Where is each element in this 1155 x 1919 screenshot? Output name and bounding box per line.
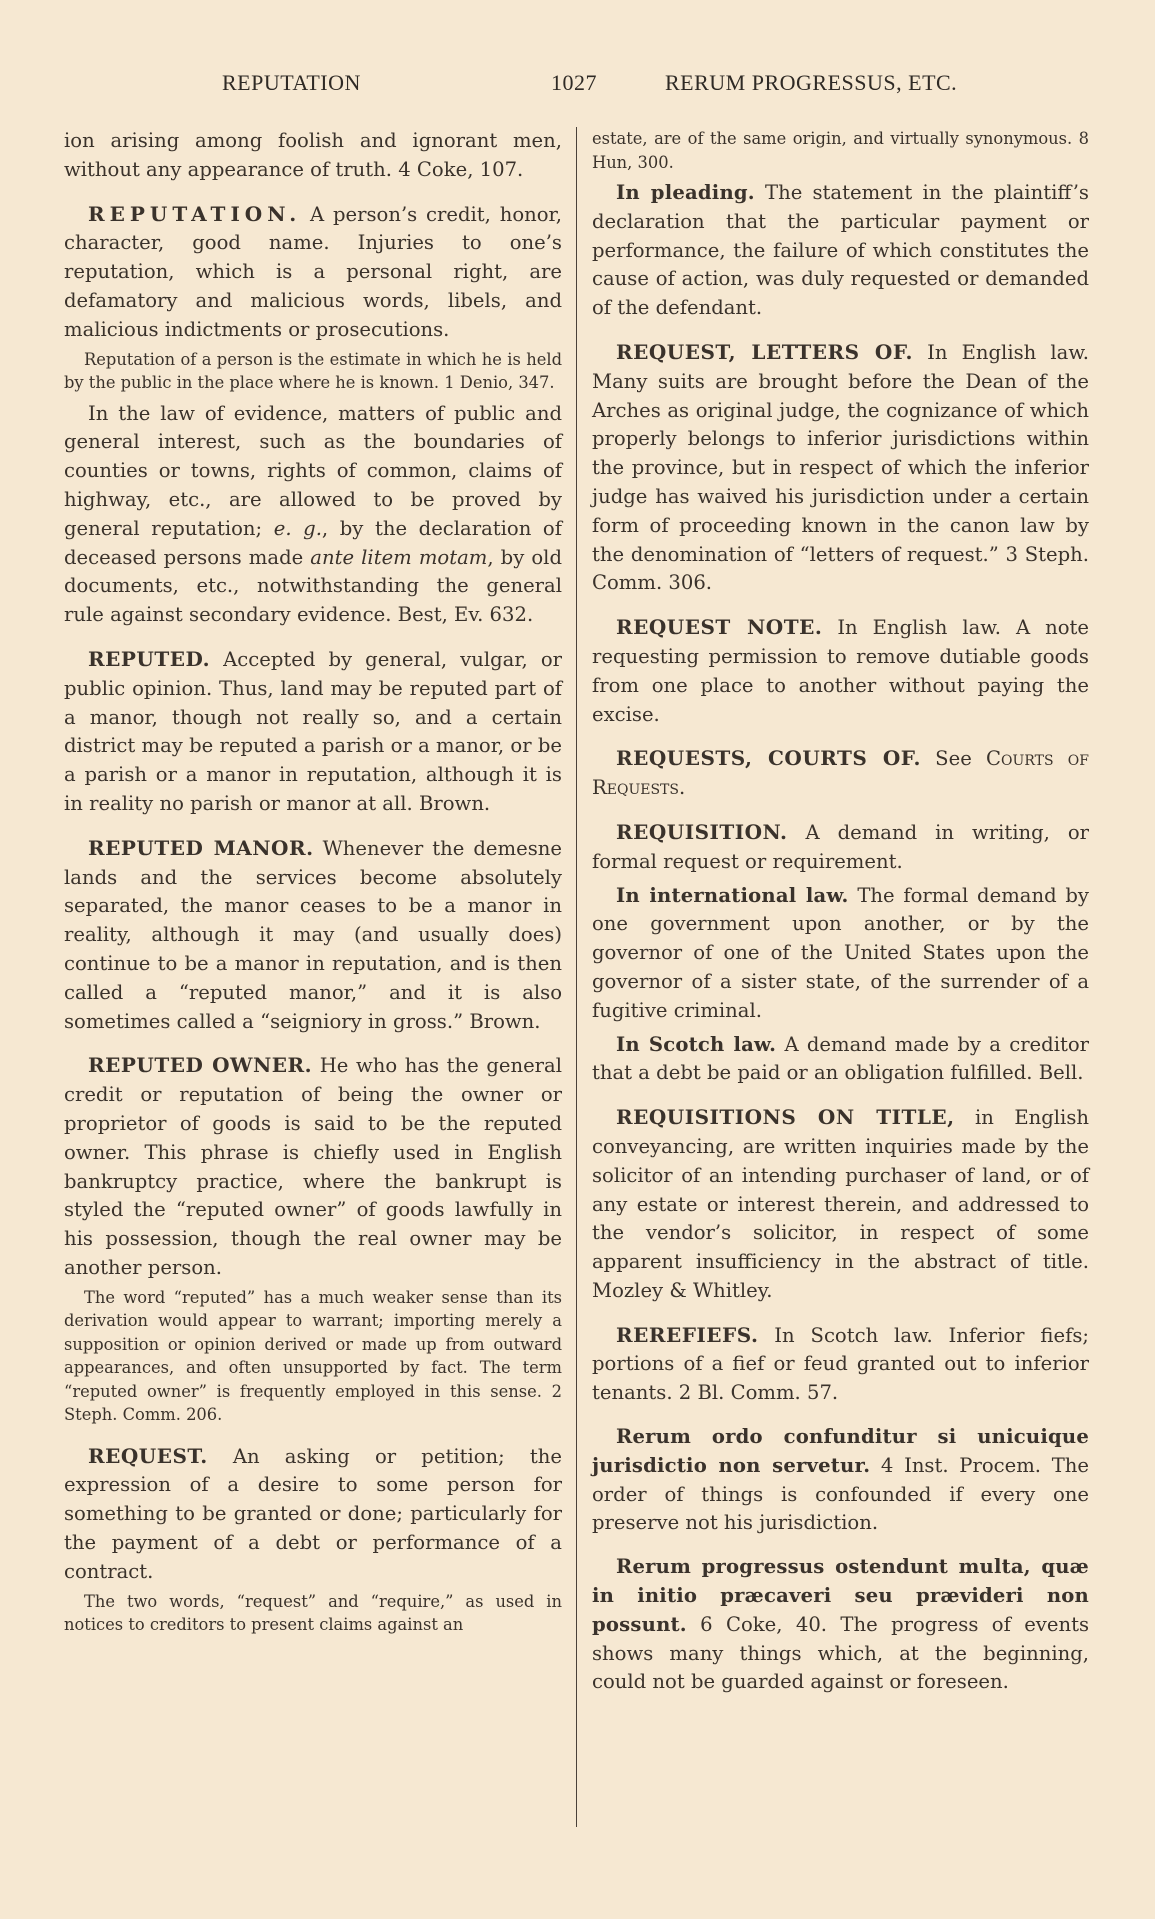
column-divider bbox=[576, 127, 577, 1827]
entry-subsection-pleading bbox=[592, 179, 1089, 323]
continuation-note: estate, are of the same origin, and virtually synonymous. 8 Hun, 300. bbox=[592, 129, 1089, 172]
entry-rerefiefs bbox=[592, 1321, 1089, 1408]
right-column bbox=[592, 127, 1089, 1697]
entry-request bbox=[64, 1442, 562, 1637]
entry-term: REQUEST. bbox=[88, 1443, 208, 1468]
entry-definition: An asking or petition; the expression of a desire to some person for something to be granted or done; particularly for the payment of a debt or performance of a contract. bbox=[64, 1444, 562, 1583]
entry-requests-courts-of bbox=[592, 744, 1089, 803]
entry-note: The two words, “request” and “require,” as used in notices to creditors to present claims against an bbox=[64, 1591, 562, 1635]
entry-reputed-owner bbox=[64, 1051, 562, 1426]
entry-request-note bbox=[592, 613, 1089, 729]
subsection-label: In Scotch law. bbox=[616, 1032, 777, 1056]
entry-definition: In Scotch law. Inferior fiefs; portions of a fief or feud granted out to inferior tenants. 2 Bl. Comm. 57. bbox=[592, 1323, 1089, 1405]
entry-definition: Whenever the demesne lands and the services become absolutely separated, the manor ceases to be a manor in reality, although it may (and usually does) continue to be a manor in reputation, and is then called a “reputed manor,” and it is also sometimes called a “seigniory in gross.” Brown. bbox=[64, 836, 562, 1033]
entry-term: REPUTATION. bbox=[88, 201, 302, 226]
entry-term: REQUEST, LETTERS OF. bbox=[616, 339, 913, 364]
text-run: , by the declaration of deceased persons made bbox=[64, 516, 562, 569]
header-right-guideword: RERUM PROGRESSUS, ETC. bbox=[665, 70, 958, 95]
subsection-text: The statement in the plaintiff’s declaration that the particular payment or performance, the failure of which constitutes the cause of action, was duly requested or demanded of the defendant. bbox=[592, 181, 1089, 320]
entry-definition: A person’s credit, honor, character, good name. Injuries to one’s reputation, which is a personal right, are defamatory and malicious words, libels, and malicious indictments or prosecutions. bbox=[64, 202, 562, 341]
entry-subsection bbox=[592, 882, 1089, 1026]
entry-term: REQUESTS, COURTS OF. bbox=[616, 746, 921, 771]
entry-subsection bbox=[64, 400, 562, 630]
entry-definition: Accepted by general, vulgar, or public opinion. Thus, land may be reputed part of a manor, though not really so, and a certain district may be reputed a parish or a manor, or be a parish or a manor in reputation, although it is in reality no parish or manor at all. Brown. bbox=[64, 647, 562, 815]
entry-note: Reputation of a person is the estimate in which he is held by the public in the place where he is known. 1 Denio, 347. bbox=[64, 349, 562, 393]
entry-requisition bbox=[592, 818, 1089, 1088]
subsection-text: The formal demand by one government upon another, or by the governor of one of the United States upon the governor of a sister state, of the surrender of a fugitive criminal. bbox=[592, 883, 1089, 1022]
running-header bbox=[0, 70, 1155, 100]
continuation-text: ion arising among foolish and ignorant men, without any appearance of truth. 4 Coke, 107. bbox=[64, 129, 562, 181]
text-run: See bbox=[920, 747, 987, 771]
entry-definition: He who has the general credit or reputation of being the owner or proprietor of goods is said to be the reputed owner. This phrase is chiefly used in English bankruptcy practice, where the bankrupt is styled the “reputed owner” of goods lawfully in his possession, though the real owner may be another person. bbox=[64, 1054, 562, 1279]
entry-definition: A demand in writing, or formal request or requirement. bbox=[592, 820, 1089, 873]
subsection-label: In pleading. bbox=[616, 181, 755, 204]
subsection-text: A demand made by a creditor that a debt be paid or an obligation fulfilled. Bell. bbox=[592, 1032, 1090, 1085]
latin-phrase: ante litem motam bbox=[310, 545, 488, 569]
cross-reference: Courts of Requests bbox=[592, 747, 1089, 800]
italic-abbrev: e. g. bbox=[273, 516, 322, 540]
text-run: , by old documents, etc., notwithstanding the general rule against secondary evidence. Best, Ev. 632. bbox=[64, 545, 562, 627]
entry-term: REQUEST NOTE. bbox=[616, 615, 823, 640]
entry-requisitions-on-title bbox=[592, 1103, 1089, 1306]
subsection-label: In international law. bbox=[616, 883, 849, 907]
entry-definition: In English law. Many suits are brought before the Dean of the Arches as original judge, the cognizance of which properly belongs to inferior jurisdictions within the province, but in respect of which the inferior judge has waived his jurisdiction under a certain form of proceeding known in the canon law by the denomination of “letters of request.” 3 Steph. Comm. 306. bbox=[592, 340, 1089, 595]
entry-term: REPUTED OWNER. bbox=[88, 1053, 313, 1078]
entry-reputed-manor bbox=[64, 834, 562, 1037]
page-number: 1027 bbox=[551, 70, 597, 95]
maxim-translation: 4 Inst. Procem. The order of things is confounded if every one preserve not his jurisdiction. bbox=[592, 1453, 1089, 1535]
entry-term: REREFIEFS. bbox=[616, 1322, 759, 1347]
entry-request-letters-of bbox=[592, 338, 1089, 598]
latin-maxim: Rerum ordo confunditur si unicuique jurisdictio non servetur. bbox=[592, 1425, 1089, 1477]
entry-subsection bbox=[592, 1031, 1089, 1089]
text-run: In the law of evidence, matters of public and general interest, such as the boundaries of counties or towns, rights of common, claims of highway, etc., are allowed to be proved by general reputation; bbox=[64, 401, 562, 540]
entry-term: REPUTED. bbox=[88, 646, 211, 671]
entry-note: The word “reputed” has a much weaker sense than its derivation would appear to warrant; importing merely a supposition or opinion derived or made up from outward appearances, and often unsupported by fact. The term “reputed owner” is frequently employed in this sense. 2 Steph. Comm. 206. bbox=[64, 1287, 562, 1425]
entry-reputation bbox=[64, 200, 562, 630]
entry-maxim-rerum-progressus bbox=[592, 1553, 1089, 1697]
entry-reputed bbox=[64, 645, 562, 819]
entry-maxim-rerum-ordo bbox=[592, 1423, 1089, 1538]
maxim-translation: 6 Coke, 40. The progress of events shows many things which, at the beginning, could not be guarded against or foreseen. bbox=[592, 1612, 1089, 1694]
entry-term: REQUISITION. bbox=[616, 819, 788, 844]
latin-maxim: Rerum progressus ostendunt multa, quæ in initio præcaveri seu prævideri non possunt. bbox=[592, 1555, 1089, 1636]
entry-term: REQUISITIONS ON TITLE, bbox=[616, 1105, 955, 1130]
text-run: . bbox=[679, 776, 686, 800]
left-column bbox=[64, 127, 562, 1637]
entry-definition: in English conveyancing, are written inquiries made by the solicitor of an intending purchaser of land, or of any estate or interest therein, and addressed to the vendor’s solicitor, in respect of some apparent insufficiency in the abstract of title. Mozley & Whitley. bbox=[592, 1106, 1089, 1302]
entry-definition: In English law. A note requesting permission to remove dutiable goods from one place to another without paying the excise. bbox=[592, 616, 1089, 726]
entry-term: REPUTED MANOR. bbox=[88, 835, 314, 860]
header-left-guideword: REPUTATION bbox=[222, 70, 361, 95]
